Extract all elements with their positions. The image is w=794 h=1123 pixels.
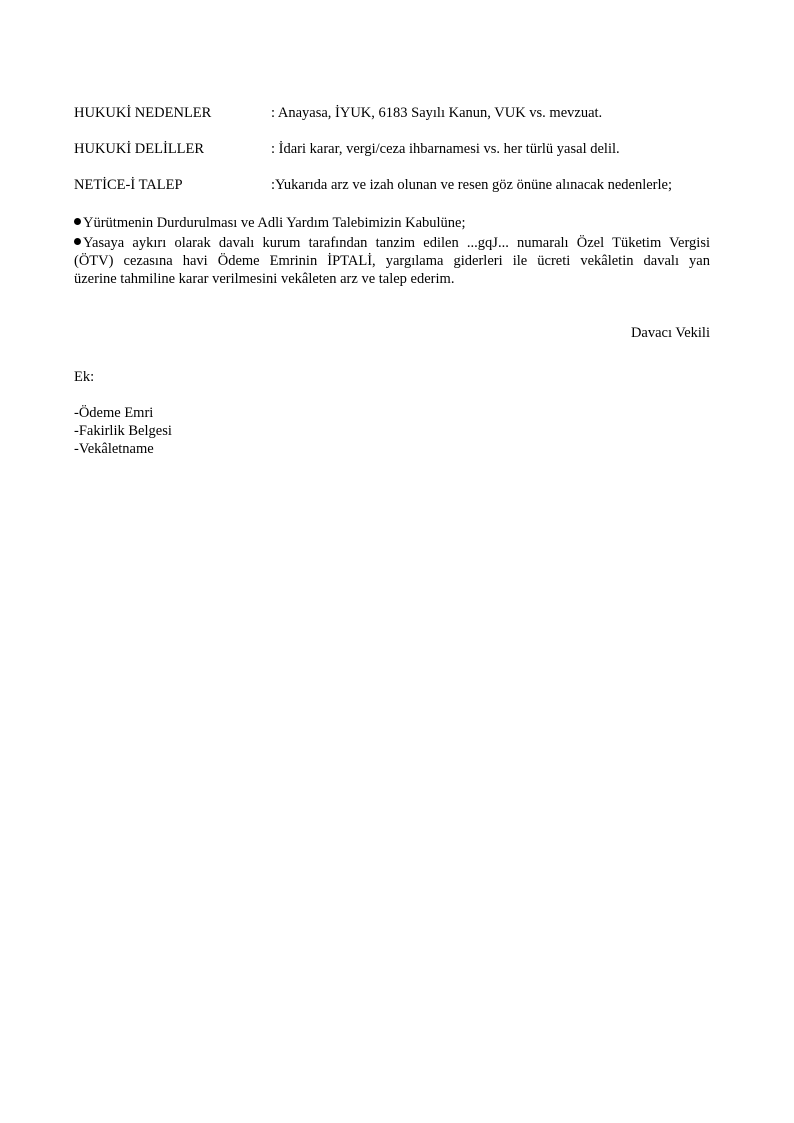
request-line: üzerine tahmiline karar verilmesini vekâleten arz ve talep ederim.: [74, 271, 455, 287]
attachment-item: -Vekâletname: [74, 441, 154, 457]
signature-label: Davacı Vekili: [630, 325, 710, 341]
section-label: NETİCE-İ TALEP: [74, 177, 183, 193]
request-line: [74, 234, 710, 252]
section-value: : Anayasa, İYUK, 6183 Sayılı Kanun, VUK vs. mevzuat.: [271, 105, 603, 121]
attachments-heading: Ek:: [74, 369, 95, 385]
attachment-item: -Fakirlik Belgesi: [74, 423, 172, 439]
request-line: (ÖTV) cezasına havi Ödeme Emrinin İPTALİ, yargılama giderleri ile ücreti vekâletin davalı yan: [74, 253, 710, 269]
section-value: : İdari karar, vergi/ceza ihbarnamesi vs. her türlü yasal delil.: [271, 141, 620, 157]
bullet-icon: [74, 238, 81, 245]
request-item-1: [74, 215, 466, 232]
request-text: Yürütmenin Durdurulması ve Adli Yardım Talebimizin Kabulüne;: [83, 215, 466, 231]
request-text: Yasaya aykırı olarak davalı kurum tarafından tanzim edilen ...gqJ... numaralı Özel Tüketim Vergisi: [83, 235, 710, 251]
request-item-2: [74, 234, 710, 288]
bullet-icon: [74, 218, 81, 225]
attachment-item: -Ödeme Emri: [74, 405, 154, 421]
section-value: :Yukarıda arz ve izah olunan ve resen göz önüne alınacak nedenlerle;: [271, 177, 672, 193]
section-label: HUKUKİ DELİLLER: [74, 141, 205, 157]
section-label: HUKUKİ NEDENLER: [74, 105, 212, 121]
